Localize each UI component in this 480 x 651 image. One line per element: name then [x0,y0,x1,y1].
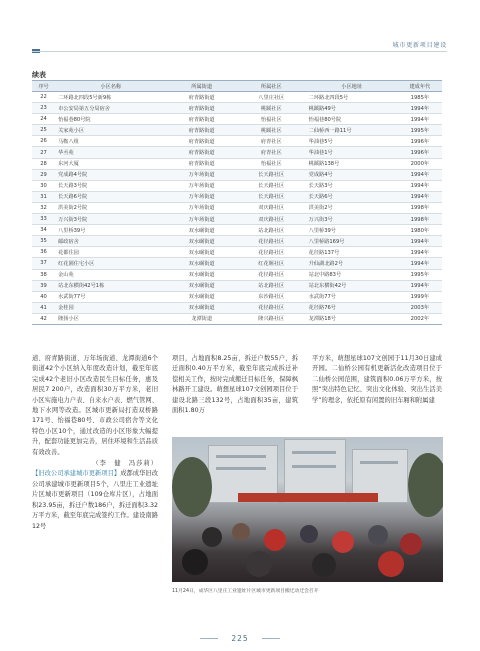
cell-community: 双庆路社区 [237,214,306,225]
paragraph: 平方米，萌想星球107文创园于11月30日建成开园。二仙桥公园有机更新活化改造项目位于二仙桥公园范围，建筑面积0.06万平方米，按照“突出特色记忆、突出文化体验、突出生活美学”的理念，依托原有闲置的旧车厢和附属建 [312,355,442,404]
cell-address: 站北东横街42号 [306,280,398,291]
cell-address: 华油巷5号 [306,136,398,147]
cell-community: 站北路社区 [237,280,306,291]
table-row [32,114,442,125]
paragraph: 道、府青路街道、万年场街道、龙潭街道6个街道42个小区纳入年度改造计划，截至年底完成42个老旧小区改造民生目标任务，惠及居民7 200户，改造面积30万平方米，老旧小区实施电力户表、自来水户表、燃气管网、地下水网等改造。区城市更新局打造双桥路171号、怡福巷80号、市政公司宿舍等文化特色小区10个，通过改造的小区形象大幅提升，配套功能更加完善，居住环境和生活品质有效改善。 [32,355,158,456]
attendee [202,527,222,547]
attendee [332,531,354,553]
cell-no: 35 [32,236,55,247]
table-header-row [32,81,442,92]
cell-address: 洪美街2号 [306,202,398,213]
continued-label: 续表 [32,71,46,79]
table-row [32,202,442,213]
cell-year: 1999年 [398,291,442,302]
cell-name: 党成路4号院 [55,169,166,180]
cell-name: 长天路6号院 [55,191,166,202]
cell-address: 二仙桥西一路11号 [306,125,398,136]
cell-year: 1985年 [398,92,442,103]
cell-year: 1995年 [398,269,442,280]
page-header [0,0,480,56]
cell-year: 2000年 [398,158,442,169]
cell-year: 1996年 [398,147,442,158]
window [292,451,336,454]
cell-year: 2003年 [398,302,442,313]
attendee [312,553,336,577]
author-signature: （李 健 冯莎莉） [92,460,158,468]
cell-year: 1994年 [398,103,442,114]
cell-street: 双水碾街道 [166,280,237,291]
cell-street: 双水碾街道 [166,291,237,302]
cell-community: 双庆路社区 [237,202,306,213]
cell-community: 桃蹊社区 [237,125,306,136]
cell-name: 东河大厦 [55,158,166,169]
cell-street: 双水碾街道 [166,236,237,247]
photo-caption: 11月24日，成华区八里庄工业遗址片区城市更新项目搬迁动迁会召开 [172,589,319,594]
tree [408,453,443,517]
cell-street: 万年场街道 [166,180,237,191]
cell-no: 29 [32,169,55,180]
cell-community: 长天路社区 [237,191,306,202]
cell-name: 金桂园 [55,302,166,313]
cell-street: 万年场街道 [166,169,237,180]
table-row [32,236,442,247]
cell-name: 长天路3号院 [55,180,166,191]
cell-community: 长天路社区 [237,169,306,180]
text-column-1 [32,354,158,532]
attendee [264,529,286,551]
header-street: 所属街道 [166,81,237,92]
cell-address: 华油巷1号 [306,147,398,158]
cell-year: 1995年 [398,125,442,136]
cell-name: 花都住园 [55,247,166,258]
table-row [32,136,442,147]
table-row [32,125,442,136]
cell-street: 双水碾街道 [166,225,237,236]
table-row [32,247,442,258]
cell-community: 花径路社区 [237,269,306,280]
table-row [32,313,442,324]
section-heading: 【旧改公司承建城市更新项目】 [32,470,121,478]
cell-community: 花径路社区 [237,302,306,313]
cell-address: 升仙湖北路2号 [306,258,398,269]
header-no: 序号 [32,81,55,92]
window [216,467,266,470]
cell-year: 1994年 [398,258,442,269]
cell-no: 36 [32,247,55,258]
cell-no: 22 [32,92,55,103]
cell-year: 1994年 [398,180,442,191]
table-row [32,169,442,180]
cell-year: 1994年 [398,114,442,125]
cell-community: 花径路社区 [237,236,306,247]
cell-name: 马鞍八组 [55,136,166,147]
cell-name: 邮政宿舍 [55,236,166,247]
header-rule [32,51,447,52]
cell-community: 怡福社区 [237,158,306,169]
cell-address: 八里桥路169号 [306,236,398,247]
cell-street: 府青路街道 [166,103,237,114]
table-row [32,225,442,236]
cell-address: 桃蹊路138号 [306,158,398,169]
tree [172,457,212,517]
attendee [400,533,422,555]
cell-name: 金山苑 [55,269,166,280]
cell-street: 府青路街道 [166,158,237,169]
table-row [32,214,442,225]
cell-street: 府青路街道 [166,147,237,158]
paragraph: 项目，占地面积8.25亩，拆迁户数55户，拆迁面积0.40万平方米，截至年底完成拆迁补偿相关工作，按时完成搬迁目标任务，保障枫林路开工建设。萌想星球107文创园项目位于建设北路三段132号，占地面积35亩，建筑面积1.80万 [172,355,298,415]
cell-street: 万年场街道 [166,191,237,202]
cell-community: 八里庄社区 [237,92,306,103]
cell-address: 八里桥39号 [306,225,398,236]
cell-address: 长天路6号 [306,191,398,202]
cell-name: 华丞苑 [55,147,166,158]
header-community: 所属社区 [237,81,306,92]
table-row [32,269,442,280]
cell-address: 怡福巷80号院 [306,114,398,125]
cell-no: 34 [32,225,55,236]
cell-name: 隆扬小区 [55,313,166,324]
attendee [300,525,318,543]
cell-community: 府青社区 [237,147,306,158]
cell-community: 东沙路社区 [237,291,306,302]
header-year: 建成年代 [398,81,442,92]
cell-name: 怡福巷80号院 [55,114,166,125]
cell-community: 府青社区 [237,136,306,147]
cell-community: 站北路社区 [237,225,306,236]
cell-street: 双水碾街道 [166,269,237,280]
table-row [32,158,442,169]
cell-no: 40 [32,291,55,302]
attendee [378,551,404,577]
table-row [32,147,442,158]
cell-address: 站北中路83号 [306,269,398,280]
table-row [32,280,442,291]
cell-address: 长天路3号 [306,180,398,191]
cell-year: 1980年 [398,225,442,236]
attendee [232,523,250,541]
cell-street: 府青路街道 [166,114,237,125]
header-name: 小区名称 [55,81,166,92]
window [360,461,398,464]
text-column-3 [312,354,442,406]
table-row [32,180,442,191]
cell-name: 红花園住宅小区 [55,258,166,269]
cell-community: 怡福社区 [237,114,306,125]
page-number-rule-right [262,638,280,639]
cell-name: 二环路北四段5号新9栋 [55,92,166,103]
cell-no: 25 [32,125,55,136]
cell-name: 洪美街2号院 [55,202,166,213]
cell-name: 关家苑小区 [55,125,166,136]
cell-street: 府青路街道 [166,125,237,136]
cell-street: 双水碾街道 [166,258,237,269]
cell-year: 1998年 [398,214,442,225]
cell-year: 1994年 [398,247,442,258]
cell-address: 花径路76号 [306,302,398,313]
red-banner [238,493,378,502]
cell-no: 32 [32,202,55,213]
cell-no: 41 [32,302,55,313]
cell-street: 双水碾街道 [166,247,237,258]
cell-street: 万年场街道 [166,214,237,225]
table-row [32,291,442,302]
table-row [32,103,442,114]
window [292,465,336,468]
cell-name: 万兴街3号院 [55,214,166,225]
cell-community: 花径路社区 [237,247,306,258]
running-head: 城市更新项目建设 [392,42,447,49]
cell-year: 1994年 [398,191,442,202]
cell-address: 万兴街3号 [306,214,398,225]
cell-no: 23 [32,103,55,114]
cell-year: 1998年 [398,202,442,213]
cell-address: 花径路137号 [306,247,398,258]
paragraph-2 [32,469,158,531]
attendee [246,551,272,577]
cell-community: 红花堰社区 [237,258,306,269]
cell-address: 党成路4号 [306,169,398,180]
community-table [32,80,442,325]
cell-year: 2002年 [398,313,442,324]
table-row [32,258,442,269]
attendee [368,525,388,545]
cell-no: 38 [32,269,55,280]
table-row [32,191,442,202]
cell-address: 桃蹊路49号 [306,103,398,114]
table-row [32,92,442,103]
cell-no: 42 [32,313,55,324]
cell-street: 龙潭街道 [166,313,237,324]
cell-name: 八里桥39号 [55,225,166,236]
cell-year: 1994年 [398,236,442,247]
cell-community: 长天路社区 [237,180,306,191]
cell-year: 1994年 [398,280,442,291]
cell-street: 府青路街道 [166,92,237,103]
cell-no: 39 [32,280,55,291]
page-number: 225 [231,634,249,643]
cell-no: 27 [32,147,55,158]
text-column-2 [172,354,298,416]
event-photo [172,437,443,582]
attendee [182,549,208,575]
window [216,455,266,458]
cell-no: 33 [32,214,55,225]
cell-community: 桃蹊社区 [237,103,306,114]
cell-year: 1996年 [398,136,442,147]
cell-address: 龙潭路18号 [306,313,398,324]
cell-street: 府青路街道 [166,136,237,147]
cell-community: 隆兴路社区 [237,313,306,324]
cell-address: 水武街77号 [306,291,398,302]
cell-street: 万年场街道 [166,202,237,213]
cell-name: 站北东横街42号1栋 [55,280,166,291]
cell-name: 水武街77号 [55,291,166,302]
cell-year: 1994年 [398,169,442,180]
cell-no: 24 [32,114,55,125]
cell-street: 双水碾街道 [166,302,237,313]
cell-no: 37 [32,258,55,269]
paragraph-2-text: 成都成华旧改公司承建城市更新项目5个，八里庄工业遗址片区城市更新项目（109仓库片区），占地面积23.95亩，拆迁户数186户，拆迁面积3.32万平方米，截至年底完成签约工作。建设南路12号 [32,470,159,530]
cell-no: 31 [32,191,55,202]
cell-address: 二环路北四段5号 [306,92,398,103]
cell-no: 30 [32,180,55,191]
cell-no: 28 [32,158,55,169]
cell-no: 26 [32,136,55,147]
table-row [32,302,442,313]
header-address: 小区地址 [306,81,398,92]
cell-name: 市公安局第五分局宿舍 [55,103,166,114]
